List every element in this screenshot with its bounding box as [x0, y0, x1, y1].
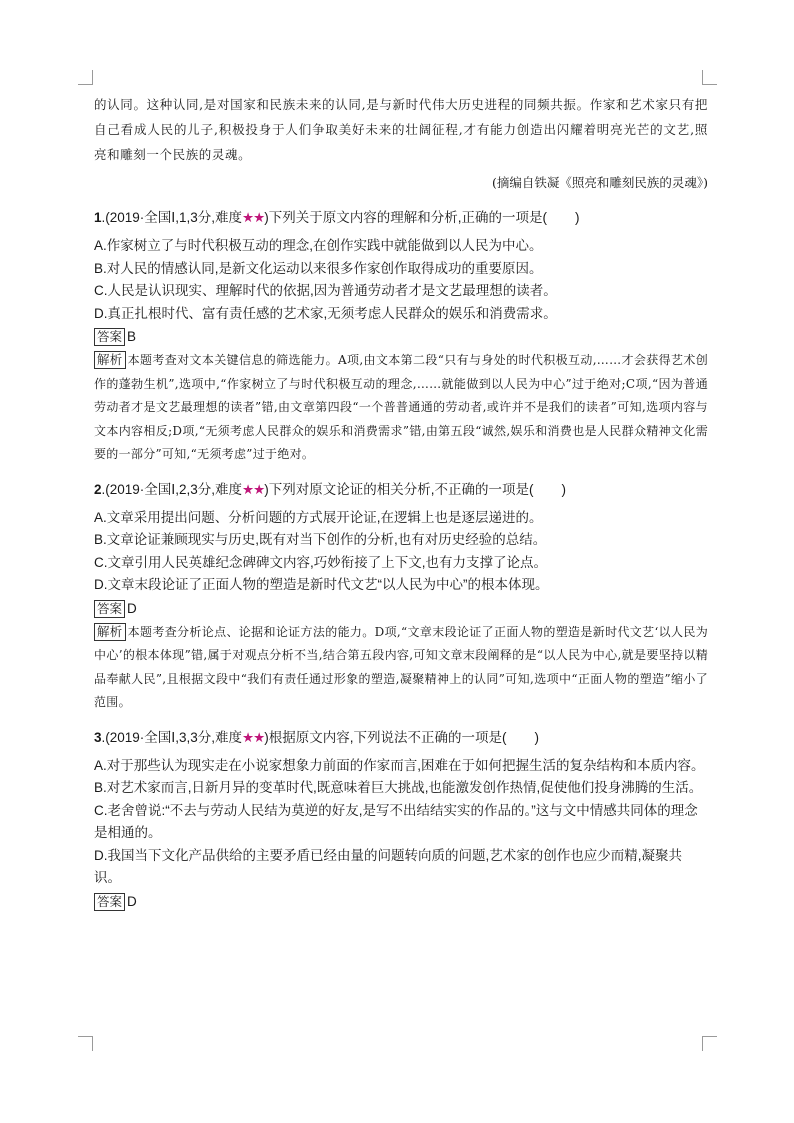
option-a[interactable]: A.作家树立了与时代积极互动的理念,在创作实践中就能做到以人民为中心。 [94, 238, 543, 253]
answer-label: 答案 [94, 328, 125, 346]
difficulty-stars-icon: ★★ [242, 481, 265, 497]
crop-mark-top-right [702, 70, 717, 85]
answer-value: B [127, 329, 137, 344]
option-b[interactable]: B.对艺术家而言,日新月异的变革时代,既意味着巨大挑战,也能激发创作热情,促使他们投身沸腾的生活。 [94, 780, 703, 795]
question-3 [94, 727, 708, 913]
option-c[interactable]: C.文章引用人民英雄纪念碑碑文内容,巧妙衔接了上下文,也有力支撑了论点。 [94, 554, 548, 570]
answer-label: 答案 [94, 893, 125, 911]
question-1 [94, 207, 708, 467]
answer-value: D [127, 893, 137, 909]
answer-paren-close: ) [561, 481, 567, 497]
crop-mark-top-left [78, 70, 93, 85]
question-meta: .(2019·全国Ⅰ,3,3分,难度 [101, 729, 243, 745]
option-a[interactable]: A.文章采用提出问题、分析问题的方式展开论证,在逻辑上也是逐层递进的。 [94, 509, 543, 525]
answer-value: D [127, 600, 137, 616]
options-list [94, 235, 708, 325]
answer-label: 答案 [94, 600, 125, 618]
analysis-label: 解析 [94, 351, 126, 369]
option-c[interactable]: C.老舍曾说:“不去与劳动人民结为莫逆的好友,是写不出结结实实的作品的。”这与文中情感共同体的理念是相通的。 [94, 802, 698, 840]
analysis-block [94, 621, 708, 715]
crop-mark-bottom-left [78, 1036, 93, 1051]
answer-paren-close: ) [534, 729, 540, 745]
answer-paren-close: ) [575, 210, 580, 225]
analysis-text: 本题考查分析论点、论据和论证方法的能力。D项,“文章末段论证了正面人物的塑造是新时代文艺‘以人民为中心’的根本体现”错,属于对观点分析不当,结合第五段内容,可知文章末段阐释的是“以人民为中心,就是要坚持以精品奉献人民”,且根据文段中“我们有责任通过形象的塑造,凝聚精神上的认同”可知,选项中“正面人物的塑造”缩小了范围。 [94, 624, 708, 709]
document-body [94, 92, 708, 913]
option-b[interactable]: B.对人民的情感认同,是新文化运动以来很多作家创作取得成功的重要原因。 [94, 260, 543, 276]
question-number: 1 [94, 210, 102, 225]
analysis-text: 本题考查对文本关键信息的筛选能力。A项,由文本第二段“只有与身处的时代积极互动,……才会获得艺术创作的蓬勃生机”,选项中,“作家树立了与时代积极互动的理念,……就能做到以人民为中心”过于绝对;C项,“因为普通劳动者才是文艺最理想的读者”错,由文章第四段“一个普普通通的劳动者,或许并不是我们的读者”可知,选项内容与文本内容相反;D项,“无须考虑人民群众的娱乐和消费需求”错,由第五段“诚然,娱乐和消费也是人民群众精神文化需要的一部分”可知,“无须考虑”过于绝对。 [94, 353, 708, 461]
question-number: 3 [94, 729, 102, 745]
difficulty-stars-icon: ★★ [242, 729, 265, 745]
answer-line [94, 891, 708, 913]
crop-mark-bottom-right [702, 1036, 717, 1051]
option-d[interactable]: D.文章末段论证了正面人物的塑造是新时代文艺“以人民为中心”的根本体现。 [94, 577, 549, 592]
option-a[interactable]: A.对于那些认为现实走在小说家想象力前面的作家而言,困难在于如何把握生活的复杂结构和本质内容。 [94, 757, 705, 773]
question-meta: .(2019·全国Ⅰ,2,3分,难度 [101, 481, 243, 497]
option-d[interactable]: D.我国当下文化产品供给的主要矛盾已经由量的问题转向质的问题,艺术家的创作也应少而精,凝聚共识。 [94, 847, 683, 885]
question-2 [94, 479, 708, 715]
option-c[interactable]: C.人民是认识现实、理解时代的依据,因为普通劳动者才是文艺最理想的读者。 [94, 283, 557, 298]
question-stem [94, 207, 708, 229]
answer-line [94, 598, 708, 620]
difficulty-stars-icon: ★★ [242, 210, 265, 225]
question-text: )下列对原文论证的相关分析,不正确的一项是( [264, 481, 534, 497]
question-text: )下列关于原文内容的理解和分析,正确的一项是( [264, 210, 548, 225]
question-text: )根据原文内容,下列说法不正确的一项是( [264, 729, 507, 745]
passage-text: 的认同。这种认同,是对国家和民族未来的认同,是与新时代伟大历史进程的同频共振。作家和艺术家只有把自己看成人民的儿子,积极投身于人们争取美好未来的壮阔征程,才有能力创造出闪耀着明亮光芒的文艺,照亮和雕刻一个民族的灵魂。 [94, 97, 708, 162]
question-stem [94, 479, 708, 501]
passage-source: (摘编自铁凝《照亮和雕刻民族的灵魂》) [491, 175, 708, 190]
question-number: 2 [94, 481, 102, 497]
options-list [94, 755, 708, 890]
question-stem [94, 727, 708, 749]
question-meta: .(2019·全国Ⅰ,1,3分,难度 [101, 210, 243, 225]
analysis-label: 解析 [94, 623, 126, 641]
option-d[interactable]: D.真正扎根时代、富有责任感的艺术家,无须考虑人民群众的娱乐和消费需求。 [94, 305, 557, 321]
option-b[interactable]: B.文章论证兼顾现实与历史,既有对当下创作的分析,也有对历史经验的总结。 [94, 532, 547, 547]
answer-line [94, 326, 708, 348]
analysis-block [94, 349, 708, 467]
options-list [94, 507, 708, 597]
